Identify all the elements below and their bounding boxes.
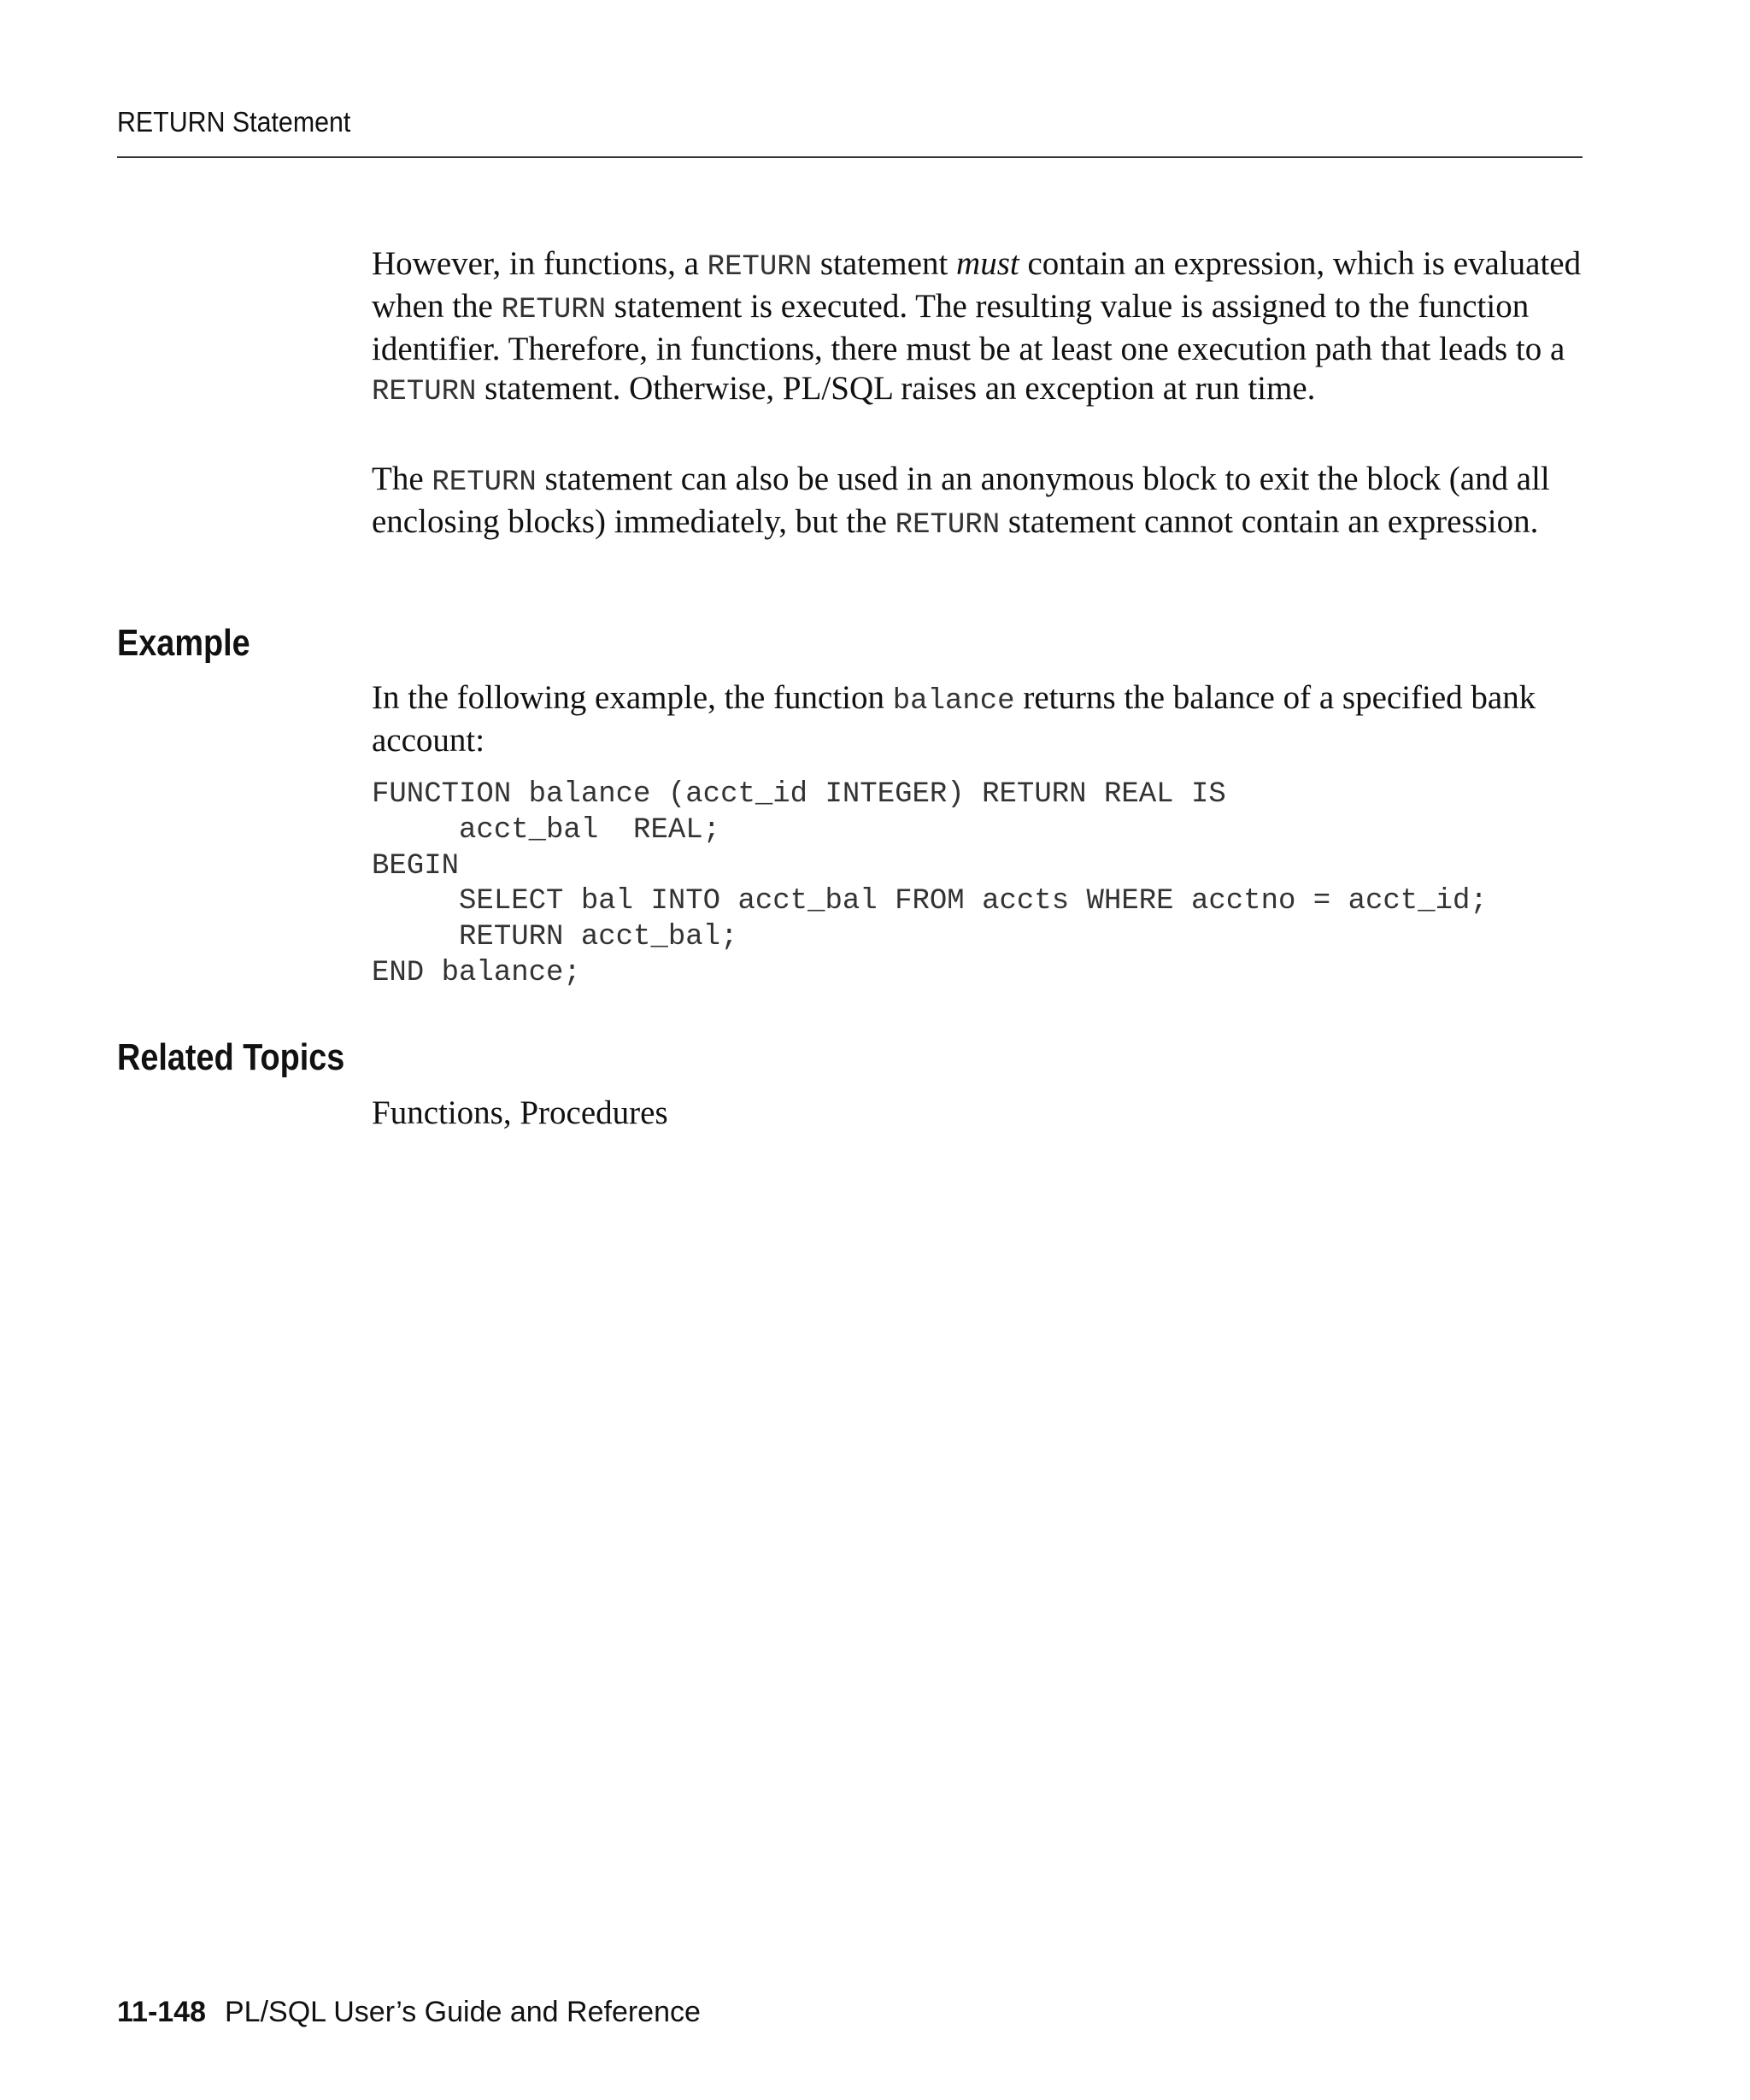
text-span: contain an expression, which is evaluated when the bbox=[372, 245, 1582, 325]
text-span: statement bbox=[812, 245, 957, 282]
inline-code: RETURN bbox=[372, 376, 477, 408]
related-topics-links: Functions, Procedures bbox=[372, 1094, 668, 1131]
paragraph-return-in-anonymous-block bbox=[372, 460, 1585, 545]
text-span: In the following example, the function bbox=[372, 679, 893, 716]
paragraph-return-in-functions bbox=[372, 244, 1585, 412]
inline-code: RETURN bbox=[707, 251, 813, 284]
header-rule bbox=[117, 156, 1583, 158]
emphasis: must bbox=[956, 245, 1019, 282]
inline-code: balance bbox=[892, 685, 1015, 718]
related-topics-heading: Related Topics bbox=[117, 1036, 345, 1078]
text-span: The bbox=[372, 460, 432, 497]
text-span: statement can also be used in an anonymous block to exit the block (and all enclosing blocks) immediately, but the bbox=[372, 460, 1550, 540]
running-header: RETURN Statement bbox=[117, 106, 351, 138]
text-span: statement cannot contain an expression. bbox=[1000, 503, 1539, 540]
page-footer bbox=[117, 1996, 701, 2029]
text-span: returns the balance of a specified bank account: bbox=[372, 679, 1536, 759]
text-span: statement. Otherwise, PL/SQL raises an exception at run time. bbox=[476, 370, 1316, 407]
inline-code: RETURN bbox=[432, 466, 537, 499]
text-span: However, in functions, a bbox=[372, 245, 708, 282]
book-title: PL/SQL User’s Guide and Reference bbox=[225, 1996, 701, 2028]
inline-code: RETURN bbox=[895, 509, 1001, 542]
example-intro bbox=[372, 678, 1585, 760]
page-number: 11-148 bbox=[117, 1996, 206, 2028]
inline-code: RETURN bbox=[501, 294, 607, 326]
text-span: statement is executed. The resulting value is assigned to the function identifier. Therefore, in functions, there must be at least one execution path that leads to a bbox=[372, 288, 1565, 367]
code-example: FUNCTION balance (acct_id INTEGER) RETURN REAL IS acct_bal REAL; BEGIN SELECT bal INTO acct_bal FROM accts WHERE acctno = acct_id; RETURN acct_bal; END balance; bbox=[372, 778, 1488, 989]
example-heading: Example bbox=[117, 622, 250, 664]
